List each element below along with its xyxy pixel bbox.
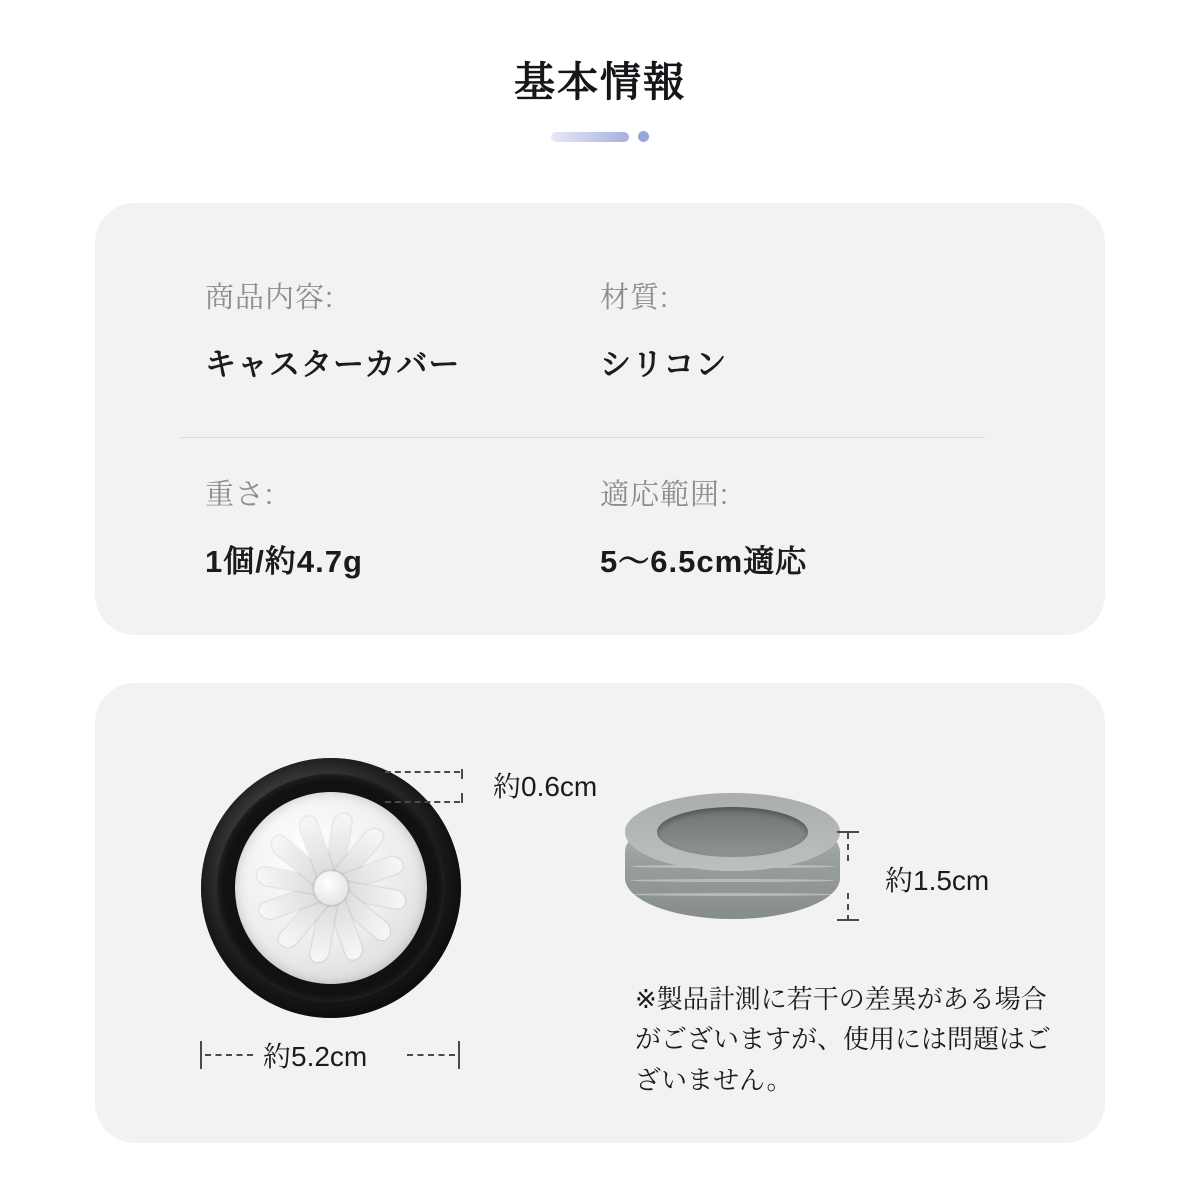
page-title: 基本情報	[514, 59, 686, 105]
ring-inner-hole	[657, 807, 808, 857]
header-decoration	[0, 131, 1200, 142]
ring-height-label: 約1.5cm	[885, 865, 990, 896]
spec-value-fit-range: 5〜6.5cm適応	[600, 543, 808, 579]
spec-label-fit-range: 適応範囲:	[600, 478, 730, 511]
thickness-label: 約0.6cm	[493, 771, 598, 802]
spec-card	[95, 203, 1105, 635]
decoration-dot	[638, 131, 649, 142]
spec-value-material: シリコン	[600, 346, 728, 382]
silicone-ring-illustration	[625, 793, 840, 933]
spec-label-product-content: 商品内容:	[205, 282, 335, 314]
spec-divider	[180, 437, 985, 438]
measurement-note: ※製品計測に若干の差異がある場合がございますが、使用には問題はございません。	[635, 984, 1052, 1095]
spec-cell-weight	[205, 478, 600, 580]
page-header	[0, 0, 1200, 142]
caster-wheel-illustration	[201, 758, 461, 1018]
spec-value-weight: 1個/約4.7g	[205, 543, 363, 579]
spec-label-material: 材質:	[600, 282, 670, 314]
diameter-label: 約5.2cm	[263, 1041, 368, 1072]
spec-cell-fit-range	[600, 478, 995, 580]
decoration-bar	[551, 132, 629, 142]
spec-grid-row-2	[205, 478, 995, 580]
wheel-hub	[235, 792, 427, 984]
spec-cell-material	[600, 281, 995, 383]
spec-grid-row-1	[205, 281, 995, 383]
spec-value-product-content: キャスターカバー	[205, 346, 461, 382]
spec-label-weight: 重さ:	[205, 478, 275, 511]
wheel-center-cap	[314, 871, 348, 905]
spec-cell-product-content	[205, 281, 600, 383]
dimension-card	[95, 683, 1105, 1143]
